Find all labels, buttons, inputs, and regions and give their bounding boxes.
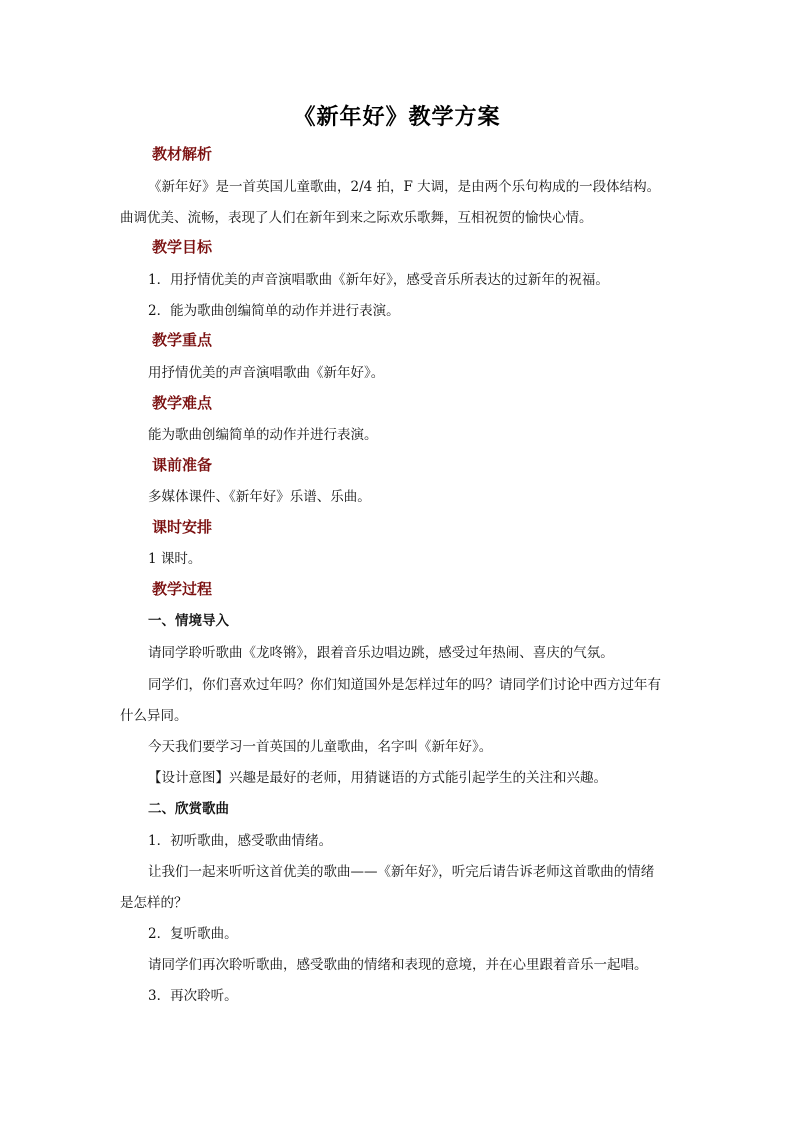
analysis-paragraph-line1: 《新年好》是一首英国儿童歌曲，2/4 拍，F 大调，是由两个乐句构成的一段体结构。	[148, 179, 661, 195]
preparation-text: 多媒体课件、《新年好》乐谱、乐曲。	[148, 489, 371, 505]
goal-item-2: 2．能为歌曲创编简单的动作并进行表演。	[148, 303, 400, 319]
heading-analysis: 教材解析	[152, 145, 213, 163]
part1-design-intent: 【设计意图】兴趣是最好的老师，用猜谜语的方式能引起学生的关注和兴趣。	[148, 770, 607, 786]
schedule-text: 1 课时。	[148, 551, 202, 567]
part1-paragraph-1: 请同学聆听歌曲《龙咚锵》，跟着音乐边唱边跳，感受过年热闹、喜庆的气氛。	[148, 645, 614, 661]
heading-preparation: 课前准备	[152, 456, 213, 474]
goal-item-1: 1．用抒情优美的声音演唱歌曲《新年好》，感受音乐所表达的过新年的祝福。	[148, 272, 609, 288]
heading-difficulty: 教学难点	[152, 394, 213, 412]
part2-step-2-paragraph: 请同学们再次聆听歌曲，感受歌曲的情绪和表现的意境，并在心里跟着音乐一起唱。	[148, 957, 648, 973]
heading-schedule: 课时安排	[152, 518, 213, 536]
process-part2-title: 二、欣赏歌曲	[148, 801, 229, 817]
process-part1-title: 一、情境导入	[148, 613, 229, 629]
analysis-paragraph-line2: 曲调优美、流畅，表现了人们在新年到来之际欢乐歌舞，互相祝贺的愉快心情。	[120, 210, 593, 226]
part1-paragraph-2-line2: 什么异同。	[120, 708, 188, 724]
heading-process: 教学过程	[152, 580, 213, 598]
heading-key-point: 教学重点	[152, 331, 213, 349]
key-point-text: 用抒情优美的声音演唱歌曲《新年好》。	[148, 365, 385, 381]
part2-step-1: 1．初听歌曲，感受歌曲情绪。	[148, 833, 333, 849]
part2-step-2: 2．复听歌曲。	[148, 926, 238, 942]
part1-paragraph-2-line1: 同学们，你们喜欢过年吗？你们知道国外是怎样过年的吗？请同学们讨论中西方过年有	[148, 677, 661, 693]
part2-step-1-paragraph-line2: 是怎样的？	[120, 895, 188, 911]
heading-goals: 教学目标	[152, 238, 213, 256]
page-title: 《新年好》教学方案	[293, 104, 501, 130]
part1-paragraph-3: 今天我们要学习一首英国的儿童歌曲，名字叫《新年好》。	[148, 739, 493, 755]
part2-step-3: 3．再次聆听。	[148, 988, 238, 1004]
difficulty-text: 能为歌曲创编简单的动作并进行表演。	[148, 427, 378, 443]
part2-step-1-paragraph-line1: 让我们一起来听听这首优美的歌曲——《新年好》，听完后请告诉老师这首歌曲的情绪	[148, 864, 655, 880]
